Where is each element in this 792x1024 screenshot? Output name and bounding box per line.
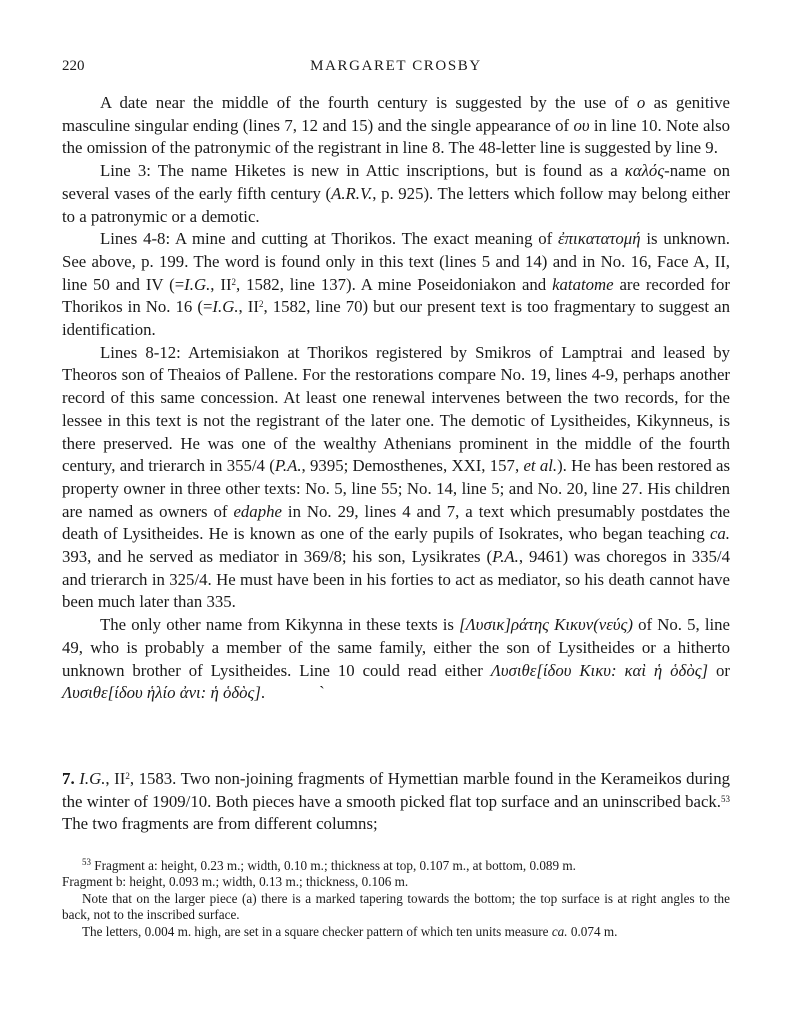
term-italic: edaphe [233, 501, 282, 521]
greek-text: ἐπικατατομή [558, 229, 641, 249]
paragraph-line-3: Line 3: The name Hiketes is new in Attic inscriptions, but is found as a καλός-name on several vases of the early fifth century (A.R.V., p. 925). The letters which follow may belong either to a patronymic or a demotic. [62, 161, 730, 226]
citation-italic: I.G. [79, 769, 106, 788]
commentary-body [62, 92, 730, 705]
paragraph-kikynna: The only other name from Kikynna in these texts is [Λυσικ]ράτης Κικυν(νεύς) of No. 5, line 49, who is probably a member of the same family, either the son of Lysitheides or a hitherto unknown brother of Lysitheides. Line 10 could read either Λυσιθε[ίδου Κικυ: καὶ ἡ ὁδὸς] or Λυσιθε[ίδου ἡλίο ἀνι: ἡ ὁδὸς]. ` [62, 614, 730, 705]
citation-italic: I.G. [212, 297, 239, 317]
greek-text: καλός [624, 161, 665, 181]
stray-mark: ` [319, 683, 325, 703]
entry-7-paragraph: 7. I.G., $II^2$, 1583. Two non-joining fragments of Hymettian marble found in the Kerameikos during the winter of 1909/10. Both pieces have a smooth picked flat top surface and an uninscribed back.$^{53}$ The two fragments are from different columns; [62, 769, 730, 834]
term-italic: et al. [523, 456, 558, 476]
citation-italic: P.A. [274, 456, 302, 476]
entry-7 [62, 768, 730, 836]
citation-italic: A.R.V. [331, 183, 373, 203]
entry-number: 7. [62, 769, 75, 788]
footnote-53: $^{53}$ Fragment a: height, 0.23 m.; width, 0.10 m.; thickness at top, 0.107 m., at bottom, 0.089 m. Fragment b: height, 0.093 m.; width, 0.13 m.; thickness, 0.106 m. [62, 857, 576, 890]
greek-text: ο [636, 93, 646, 112]
paragraph-lines-4-8: Lines 4-8: A mine and cutting at Thorikos. The exact meaning of ἐπικατατομή is unknown. See above, p. 199. The word is found only in this text (lines 5 and 14) and in No. 16, Face A, II, line 50 and IV (=I.G., $II^2$, 1582, line 137). A mine Poseidoniakon and katatome are recorded for Thorikos in No. 16 (=I.G., $II^2$, 1582, line 70) but our present text is too fragmentary to suggest an identification. [62, 229, 730, 340]
greek-text: Λυσιθε[ίδου ἡλίο ἀνι: ἡ ὁδὸς] [62, 683, 261, 703]
greek-text: ου [573, 115, 590, 135]
footnote-tapering: Note that on the larger piece (a) there is a marked tapering towards the bottom; the top surface is at right angles to the back, not to the inscribed surface. [62, 890, 730, 923]
term-italic: katatome [552, 274, 614, 294]
footnote-letters: The letters, 0.004 m. high, are set in a square checker pattern of which ten units measure ca. 0.074 m. [82, 923, 618, 939]
footnote-marker: 53 [82, 857, 91, 867]
superscript: 2 [231, 276, 237, 287]
greek-text: [Λυσικ]ράτης Κικυν(νεύς) [459, 615, 633, 635]
citation-italic: P.A. [492, 547, 519, 567]
term-italic: ca. [551, 923, 568, 939]
greek-text: Λυσιθε[ίδου Κικυ: καὶ ἡ ὁδὸς] [490, 660, 709, 680]
paragraph-date: A date near the middle of the fourth century is suggested by the use of ο as genitive masculine singular ending (lines 7, 12 and 15) and the single appearance of ου in line 10. Note also the omission of the patronymic of the registrant in line 8. The 48-letter line is suggested by line 9. [62, 93, 730, 158]
page-number: 220 [62, 58, 85, 74]
term-italic: ca. [709, 524, 730, 544]
running-head: MARGARET CROSBY [310, 58, 482, 74]
superscript: 2 [258, 299, 264, 310]
citation-italic: I.G. [184, 274, 211, 294]
superscript: 2 [125, 771, 130, 781]
footnote-ref[interactable]: 53 [721, 793, 730, 804]
paragraph-lines-8-12: Lines 8-12: Artemisiakon at Thorikos registered by Smikros of Lamptrai and leased by Theoros son of Theaios of Pallene. For the restorations compare No. 19, lines 4-9, perhaps another record of this same concession. At least one renewal intervenes between the two records, for the lessee in this text is not the registrant of the later one. The demotic of Lysitheides, Kikynneus, is there preserved. He was one of the wealthy Athenians prominent in the middle of the fourth century, and trierarch in 355/4 (P.A., 9395; Demosthenes, XXI, 157, et al.). He has been restored as property owner in three other texts: No. 5, line 55; No. 14, line 5; and No. 20, line 27. His children are named as owners of edaphe in No. 29, lines 4 and 7, a text which presumably postdates the death of Lysitheides. He is known as one of the early pupils of Isokrates, who began teaching ca. 393, and he served as mediator in 369/8; his son, Lysikrates (P.A., 9461) was choregos in 335/4 and trierarch in 325/4. He must have been in his forties to act as mediator, so his death cannot have been much later than 335. [62, 342, 730, 612]
page-header [62, 58, 730, 80]
footnotes [62, 858, 730, 940]
